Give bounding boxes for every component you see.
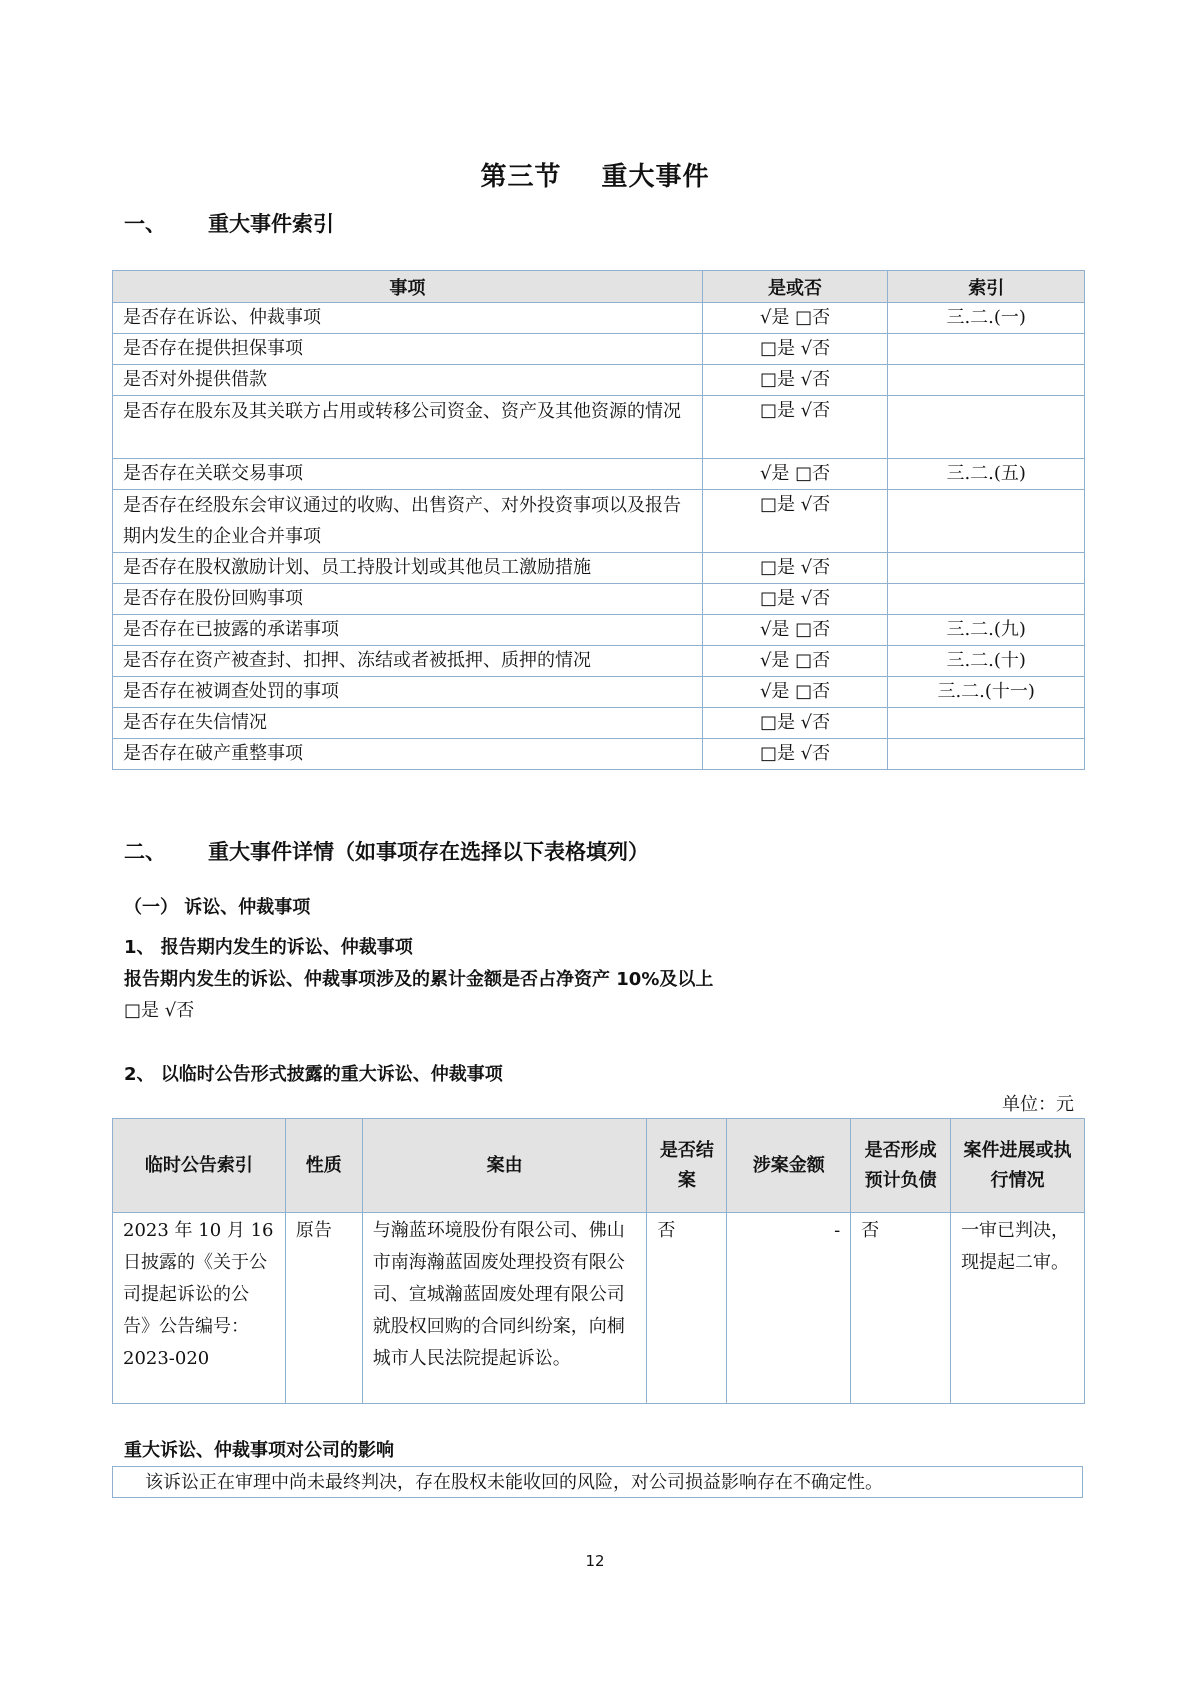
table-row: 是否存在被调查处罚的事项 √是 □否 三.二.(十一) — [113, 677, 1085, 708]
table-row: 是否存在已披露的承诺事项 √是 □否 三.二.(九) — [113, 615, 1085, 646]
header-yes-no: 是或否 — [702, 271, 888, 303]
amount-question: 报告期内发生的诉讼、仲裁事项涉及的累计金额是否占净资产 10%及以上 — [124, 969, 714, 990]
header-cause: 案由 — [362, 1119, 647, 1213]
table-row — [113, 1213, 1085, 1404]
table-row: 是否存在经股东会审议通过的收购、出售资产、对外投资事项以及报告期内发生的企业合并事项 □是 √否 — [113, 490, 1085, 553]
header-liability: 是否形成预计负债 — [851, 1119, 951, 1213]
table-row: 是否存在股份回购事项 □是 √否 — [113, 584, 1085, 615]
item-1-heading: 1、 报告期内发生的诉讼、仲裁事项 — [124, 937, 413, 958]
cell-index: 2023 年 10 月 16 日披露的《关于公司提起诉讼的公告》公告编号：2023-020 — [113, 1213, 286, 1404]
table-row: 是否存在失信情况 □是 √否 — [113, 708, 1085, 739]
table-row: 是否存在诉讼、仲裁事项 √是 □否 三.二.(一) — [113, 303, 1085, 334]
header-amount: 涉案金额 — [727, 1119, 851, 1213]
major-events-index-table — [112, 270, 1085, 770]
table-row: 是否存在股权激励计划、员工持股计划或其他员工激励措施 □是 √否 — [113, 553, 1085, 584]
unit-label: 单位：元 — [1002, 1094, 1074, 1115]
table-row: 是否存在关联交易事项 √是 □否 三.二.(五) — [113, 459, 1085, 490]
header-announcement-index: 临时公告索引 — [113, 1119, 286, 1213]
section-1-heading: 一、 重大事件索引 — [124, 212, 334, 236]
impact-text: 该诉讼正在审理中尚未最终判决，存在股权未能收回的风险，对公司损益影响存在不确定性。 — [112, 1466, 1083, 1498]
page-number: 12 — [585, 1552, 605, 1570]
page-title: 第三节 重大事件 — [480, 162, 710, 192]
table-row: 是否存在资产被查封、扣押、冻结或者被抵押、质押的情况 √是 □否 三.二.(十) — [113, 646, 1085, 677]
section-2-heading: 二、 重大事件详情（如事项存在选择以下表格填列） — [124, 840, 649, 864]
subsection-litigation: （一） 诉讼、仲裁事项 — [124, 897, 311, 918]
header-closed: 是否结案 — [647, 1119, 727, 1213]
header-item: 事项 — [113, 271, 703, 303]
amount-answer: □是 √否 — [124, 1000, 195, 1021]
cell-closed: 否 — [647, 1213, 727, 1404]
header-progress: 案件进展或执行情况 — [951, 1119, 1085, 1213]
impact-heading: 重大诉讼、仲裁事项对公司的影响 — [124, 1440, 394, 1461]
cell-liability: 否 — [851, 1213, 951, 1404]
cell-nature: 原告 — [285, 1213, 362, 1404]
litigation-table — [112, 1118, 1085, 1404]
header-index: 索引 — [888, 271, 1085, 303]
table-row: 是否存在破产重整事项 □是 √否 — [113, 739, 1085, 770]
item-2-heading: 2、 以临时公告形式披露的重大诉讼、仲裁事项 — [124, 1064, 503, 1085]
table-row: 是否存在股东及其关联方占用或转移公司资金、资产及其他资源的情况 □是 √否 — [113, 396, 1085, 459]
table-row: 是否存在提供担保事项 □是 √否 — [113, 334, 1085, 365]
cell-progress: 一审已判决，现提起二审。 — [951, 1213, 1085, 1404]
header-nature: 性质 — [285, 1119, 362, 1213]
cell-amount: - — [727, 1213, 851, 1404]
cell-cause: 与瀚蓝环境股份有限公司、佛山市南海瀚蓝固废处理投资有限公司、宣城瀚蓝固废处理有限公司就股权回购的合同纠纷案，向桐城市人民法院提起诉讼。 — [362, 1213, 647, 1404]
table-row: 是否对外提供借款 □是 √否 — [113, 365, 1085, 396]
